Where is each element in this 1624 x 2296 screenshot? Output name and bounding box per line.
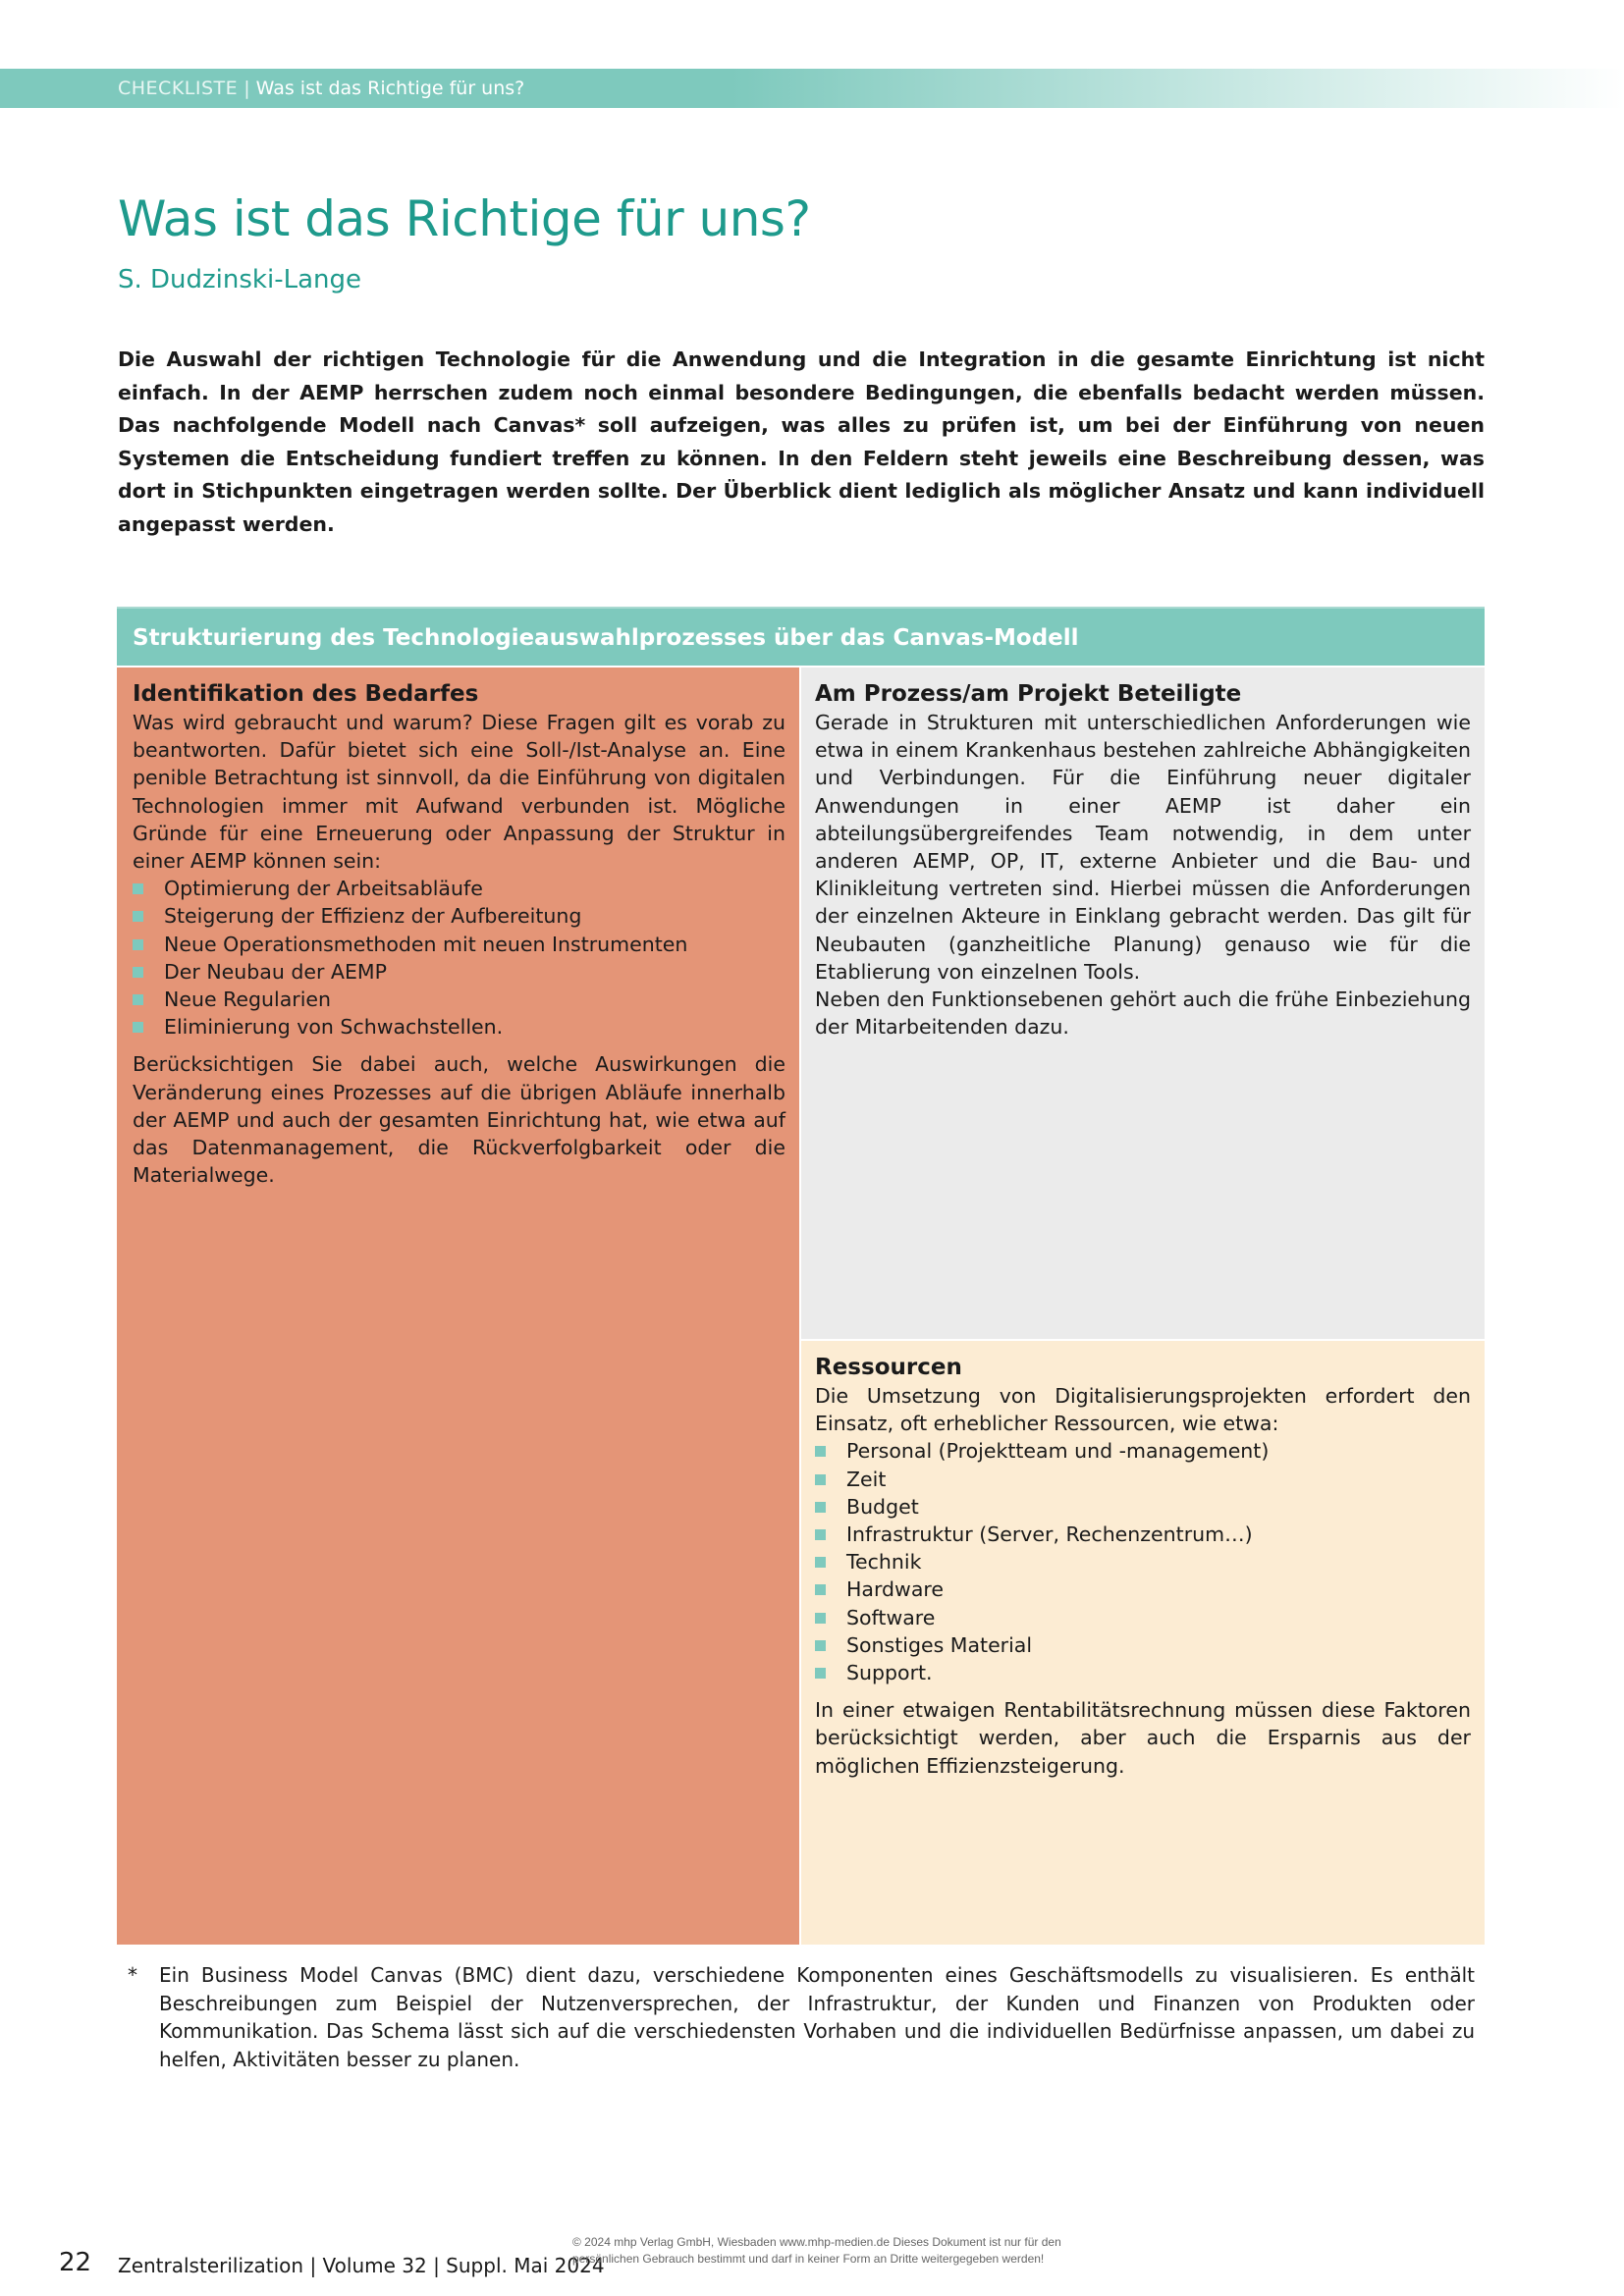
article-title: Was ist das Richtige für uns? — [118, 190, 811, 247]
list-item: Steigerung der Effizienz der Aufbereitung — [133, 902, 785, 930]
identification-intro: Was wird gebraucht und warum? Diese Fragen gilt es vorab zu beantworten. Dafür bietet sich eine Soll-/Ist-Analyse an. Eine penible Betrachtung ist sinnvoll, da die Einführung von digitalen Technologien immer mit Aufwand verbunden ist. Mögliche Gründe für eine Erneuerung oder Anpassung der Struktur in einer AEMP können sein: — [133, 711, 785, 874]
header-subtitle: Was ist das Richtige für uns? — [255, 78, 525, 99]
list-item: Sonstiges Material — [815, 1631, 1471, 1659]
list-item: Neue Operationsmethoden mit neuen Instrumenten — [133, 931, 785, 958]
stakeholders-text-2: Neben den Funktionsebenen gehört auch die frühe Einbeziehung der Mitarbeitenden dazu. — [815, 988, 1471, 1040]
resources-intro: Die Umsetzung von Digitalisierungsprojekten erfordert den Einsatz, oft erheblicher Ressourcen, wie etwa: — [815, 1384, 1471, 1436]
identification-cell — [117, 667, 799, 1945]
resources-list — [815, 1437, 1471, 1686]
square-bullet-icon — [815, 1640, 826, 1651]
resources-cell — [801, 1341, 1485, 1945]
square-bullet-icon — [133, 967, 143, 978]
stakeholders-title: Am Prozess/am Projekt Beteiligte — [815, 681, 1242, 707]
article-author: S. Dudzinski-Lange — [118, 265, 361, 294]
square-bullet-icon — [133, 1022, 143, 1033]
footnote — [128, 1961, 1475, 2073]
square-bullet-icon — [133, 911, 143, 922]
square-bullet-icon — [815, 1613, 826, 1624]
running-header — [118, 77, 524, 100]
list-item: Budget — [815, 1493, 1471, 1521]
list-item: Der Neubau der AEMP — [133, 958, 785, 986]
list-item: Eliminierung von Schwachstellen. — [133, 1013, 785, 1041]
journal-info: Zentralsterilization | Volume 32 | Suppl. Mai 2024 — [118, 2254, 605, 2277]
list-item: Infrastruktur (Server, Rechenzentrum…) — [815, 1521, 1471, 1548]
footnote-text: Ein Business Model Canvas (BMC) dient dazu, verschiedene Komponenten eines Geschäftsmodells zu visualisieren. Es enthält Beschreibungen zum Beispiel der Nutzenversprechen, der Infrastruktur, der Kunden und Finanzen von Produkten oder Kommunikation. Das Schema lässt sich auf die verschiedensten Vorhaben und die individuellen Bedürfnisse anpassen, um dabei zu helfen, Aktivitäten besser zu planen. — [159, 1963, 1475, 2071]
canvas-table — [117, 607, 1485, 1945]
list-item: Optimierung der Arbeitsabläufe — [133, 875, 785, 902]
identification-closing: Berücksichtigen Sie dabei auch, welche Auswirkungen die Veränderung eines Prozesses auf die übrigen Abläufe innerhalb der AEMP und auch der gesamten Einrichtung hat, wie etwa auf das Datenmanagement, die Rückverfolgbarkeit oder die Materialwege. — [133, 1052, 785, 1188]
list-item: Support. — [815, 1659, 1471, 1686]
stakeholders-text: Gerade in Strukturen mit unterschiedlichen Anforderungen wie etwa in einem Krankenhaus bestehen zahlreiche Abhängigkeiten und Verbindungen. Für die Einführung neuer digitaler Anwendungen in einer AEMP ist daher ein abteilungsübergreifendes Team notwendig, in dem unter anderen AEMP, OP, IT, externe Anbieter und die Bau- und Klinikleitung vertreten sind. Hierbei müssen die Anforderungen der einzelnen Akteure in Einklang gebracht werden. Das gilt für Neubauten (ganzheitliche Planung) genauso wie für die Etablierung von einzelnen Tools. — [815, 711, 1471, 984]
square-bullet-icon — [815, 1446, 826, 1457]
square-bullet-icon — [133, 939, 143, 950]
page-number: 22 — [59, 2248, 92, 2277]
square-bullet-icon — [133, 883, 143, 894]
list-item: Neue Regularien — [133, 986, 785, 1013]
canvas-heading: Strukturierung des Technologieauswahlprozesses über das Canvas-Modell — [117, 607, 1485, 666]
square-bullet-icon — [133, 994, 143, 1005]
list-item: Technik — [815, 1548, 1471, 1575]
square-bullet-icon — [815, 1668, 826, 1679]
section-kicker: CHECKLISTE — [118, 78, 239, 99]
footnote-marker: * — [128, 1963, 137, 1987]
article-intro: Die Auswahl der richtigen Technologie für die Anwendung und die Integration in die gesamte Einrichtung ist nicht einfach. In der AEMP herrschen zudem noch einmal besondere Bedingungen, die ebenfalls bedacht werden müssen. Das nachfolgende Modell nach Canvas* soll aufzeigen, was alles zu prüfen ist, um bei der Einführung von neuen Systemen die Entscheidung fundiert treffen zu können. In den Feldern steht jeweils eine Beschreibung dessen, was dort in Stichpunkten eingetragen werden sollte. Der Überblick dient lediglich als möglicher Ansatz und kann individuell angepasst werden. — [118, 347, 1485, 536]
resources-title: Ressourcen — [815, 1355, 962, 1380]
list-item: Software — [815, 1604, 1471, 1631]
square-bullet-icon — [815, 1474, 826, 1485]
header-separator: | — [244, 78, 250, 99]
square-bullet-icon — [815, 1584, 826, 1595]
identification-title: Identifikation des Bedarfes — [133, 681, 479, 707]
square-bullet-icon — [815, 1529, 826, 1540]
copyright-notice: © 2024 mhp Verlag GmbH, Wiesbaden www.mhp-medien.de Dieses Dokument ist nur für den persönlichen Gebrauch bestimmt und darf in keiner Form an Dritte weitergegeben werden! — [572, 2235, 1061, 2266]
list-item: Personal (Projektteam und -management) — [815, 1437, 1471, 1465]
list-item: Hardware — [815, 1575, 1471, 1603]
stakeholders-cell — [801, 667, 1485, 1339]
square-bullet-icon — [815, 1557, 826, 1568]
resources-closing: In einer etwaigen Rentabilitätsrechnung müssen diese Faktoren berücksichtigt werden, aber auch die Ersparnis aus der möglichen Effizienzsteigerung. — [815, 1698, 1471, 1778]
square-bullet-icon — [815, 1502, 826, 1513]
list-item: Zeit — [815, 1466, 1471, 1493]
identification-list — [133, 875, 785, 1041]
